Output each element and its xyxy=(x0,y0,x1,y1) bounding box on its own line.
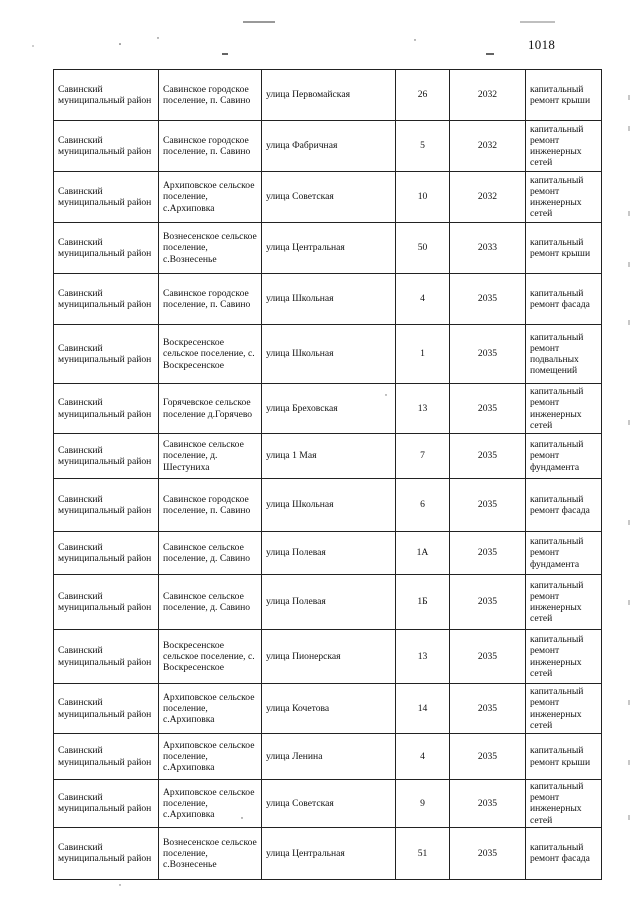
work-type-cell: капитальный ремонт крыши xyxy=(526,223,602,274)
work-type-cell: капитальный ремонт инженерных сетей xyxy=(526,630,602,684)
work-type-cell: капитальный ремонт фундамента xyxy=(526,434,602,479)
repair-year-cell: 2033 xyxy=(450,223,526,274)
table-row xyxy=(54,325,602,384)
street-cell: улица Школьная xyxy=(262,274,396,325)
house-number-cell: 7 xyxy=(396,434,450,479)
house-number-cell: 50 xyxy=(396,223,450,274)
settlement-cell: Архиповское сельское поселение, с.Архиповка xyxy=(159,172,262,223)
district-cell: Савинский муниципальный район xyxy=(54,274,159,325)
repair-year-cell: 2035 xyxy=(450,384,526,434)
page-number: 1018 xyxy=(528,37,556,52)
repair-year-cell: 2035 xyxy=(450,684,526,734)
district-cell: Савинский муниципальный район xyxy=(54,121,159,172)
work-type-cell: капитальный ремонт фасада xyxy=(526,479,602,532)
work-type-cell: капитальный ремонт инженерных сетей xyxy=(526,172,602,223)
house-number-cell: 4 xyxy=(396,734,450,780)
settlement-cell: Архиповское сельское поселение, с.Архиповка xyxy=(159,780,262,828)
house-number-cell: 26 xyxy=(396,70,450,121)
house-number-cell: 6 xyxy=(396,479,450,532)
settlement-cell: Архиповское сельское поселение, с.Архиповка xyxy=(159,734,262,780)
street-cell: улица Первомайская xyxy=(262,70,396,121)
district-cell: Савинский муниципальный район xyxy=(54,684,159,734)
street-cell: улица Фабричная xyxy=(262,121,396,172)
table-row xyxy=(54,734,602,780)
table-row xyxy=(54,684,602,734)
table-body xyxy=(54,70,602,880)
street-cell: улица Пионерская xyxy=(262,630,396,684)
housing-repair-table xyxy=(53,69,602,880)
table-row xyxy=(54,532,602,575)
repair-year-cell: 2035 xyxy=(450,630,526,684)
settlement-cell: Савинское сельское поселение, д. Шестуниха xyxy=(159,434,262,479)
work-type-cell: капитальный ремонт крыши xyxy=(526,70,602,121)
street-cell: улица Советская xyxy=(262,780,396,828)
repair-year-cell: 2035 xyxy=(450,780,526,828)
table-row xyxy=(54,121,602,172)
repair-year-cell: 2035 xyxy=(450,575,526,630)
table-row xyxy=(54,434,602,479)
street-cell: улица Центральная xyxy=(262,827,396,879)
district-cell: Савинский муниципальный район xyxy=(54,325,159,384)
street-cell: улица Бреховская xyxy=(262,384,396,434)
repair-year-cell: 2035 xyxy=(450,325,526,384)
district-cell: Савинский муниципальный район xyxy=(54,70,159,121)
district-cell: Савинский муниципальный район xyxy=(54,532,159,575)
district-cell: Савинский муниципальный район xyxy=(54,223,159,274)
district-cell: Савинский муниципальный район xyxy=(54,630,159,684)
house-number-cell: 1А xyxy=(396,532,450,575)
repair-year-cell: 2035 xyxy=(450,827,526,879)
table-row xyxy=(54,479,602,532)
settlement-cell: Архиповское сельское поселение, с.Архиповка xyxy=(159,684,262,734)
street-cell: улица Советская xyxy=(262,172,396,223)
house-number-cell: 13 xyxy=(396,630,450,684)
table-row xyxy=(54,575,602,630)
work-type-cell: капитальный ремонт инженерных сетей xyxy=(526,121,602,172)
repair-year-cell: 2032 xyxy=(450,172,526,223)
district-cell: Савинский муниципальный район xyxy=(54,575,159,630)
street-cell: улица 1 Мая xyxy=(262,434,396,479)
settlement-cell: Воскресенское сельское поселение, с. Воскресенское xyxy=(159,630,262,684)
settlement-cell: Вознесенское сельское поселение, с.Вознесенье xyxy=(159,223,262,274)
settlement-cell: Горячевское сельское поселение д.Горячево xyxy=(159,384,262,434)
work-type-cell: капитальный ремонт инженерных сетей xyxy=(526,780,602,828)
district-cell: Савинский муниципальный район xyxy=(54,172,159,223)
repair-year-cell: 2035 xyxy=(450,734,526,780)
house-number-cell: 13 xyxy=(396,384,450,434)
settlement-cell: Савинское городское поселение, п. Савино xyxy=(159,121,262,172)
table-row xyxy=(54,384,602,434)
house-number-cell: 9 xyxy=(396,780,450,828)
table-row xyxy=(54,780,602,828)
street-cell: улица Центральная xyxy=(262,223,396,274)
table-row xyxy=(54,274,602,325)
street-cell: улица Школьная xyxy=(262,325,396,384)
repair-year-cell: 2032 xyxy=(450,70,526,121)
district-cell: Савинский муниципальный район xyxy=(54,780,159,828)
house-number-cell: 4 xyxy=(396,274,450,325)
repair-year-cell: 2035 xyxy=(450,434,526,479)
house-number-cell: 10 xyxy=(396,172,450,223)
table-row xyxy=(54,70,602,121)
district-cell: Савинский муниципальный район xyxy=(54,479,159,532)
street-cell: улица Полевая xyxy=(262,575,396,630)
street-cell: улица Кочетова xyxy=(262,684,396,734)
table-row xyxy=(54,630,602,684)
work-type-cell: капитальный ремонт подвальных помещений xyxy=(526,325,602,384)
settlement-cell: Савинское городское поселение, п. Савино xyxy=(159,70,262,121)
work-type-cell: капитальный ремонт инженерных сетей xyxy=(526,575,602,630)
settlement-cell: Савинское городское поселение, п. Савино xyxy=(159,274,262,325)
table-row xyxy=(54,827,602,879)
work-type-cell: капитальный ремонт фасада xyxy=(526,274,602,325)
repair-year-cell: 2035 xyxy=(450,479,526,532)
work-type-cell: капитальный ремонт крыши xyxy=(526,734,602,780)
settlement-cell: Савинское городское поселение, п. Савино xyxy=(159,479,262,532)
work-type-cell: капитальный ремонт инженерных сетей xyxy=(526,684,602,734)
street-cell: улица Полевая xyxy=(262,532,396,575)
work-type-cell: капитальный ремонт фундамента xyxy=(526,532,602,575)
work-type-cell: капитальный ремонт фасада xyxy=(526,827,602,879)
table-row xyxy=(54,172,602,223)
settlement-cell: Вознесенское сельское поселение, с.Вознесенье xyxy=(159,827,262,879)
work-type-cell: капитальный ремонт инженерных сетей xyxy=(526,384,602,434)
district-cell: Савинский муниципальный район xyxy=(54,734,159,780)
street-cell: улица Школьная xyxy=(262,479,396,532)
house-number-cell: 14 xyxy=(396,684,450,734)
repair-year-cell: 2032 xyxy=(450,121,526,172)
district-cell: Савинский муниципальный район xyxy=(54,384,159,434)
district-cell: Савинский муниципальный район xyxy=(54,434,159,479)
settlement-cell: Савинское сельское поселение, д. Савино xyxy=(159,575,262,630)
house-number-cell: 5 xyxy=(396,121,450,172)
house-number-cell: 51 xyxy=(396,827,450,879)
house-number-cell: 1Б xyxy=(396,575,450,630)
table-row xyxy=(54,223,602,274)
repair-year-cell: 2035 xyxy=(450,274,526,325)
district-cell: Савинский муниципальный район xyxy=(54,827,159,879)
settlement-cell: Савинское сельское поселение, д. Савино xyxy=(159,532,262,575)
settlement-cell: Воскресенское сельское поселение, с. Воскресенское xyxy=(159,325,262,384)
repair-year-cell: 2035 xyxy=(450,532,526,575)
house-number-cell: 1 xyxy=(396,325,450,384)
street-cell: улица Ленина xyxy=(262,734,396,780)
